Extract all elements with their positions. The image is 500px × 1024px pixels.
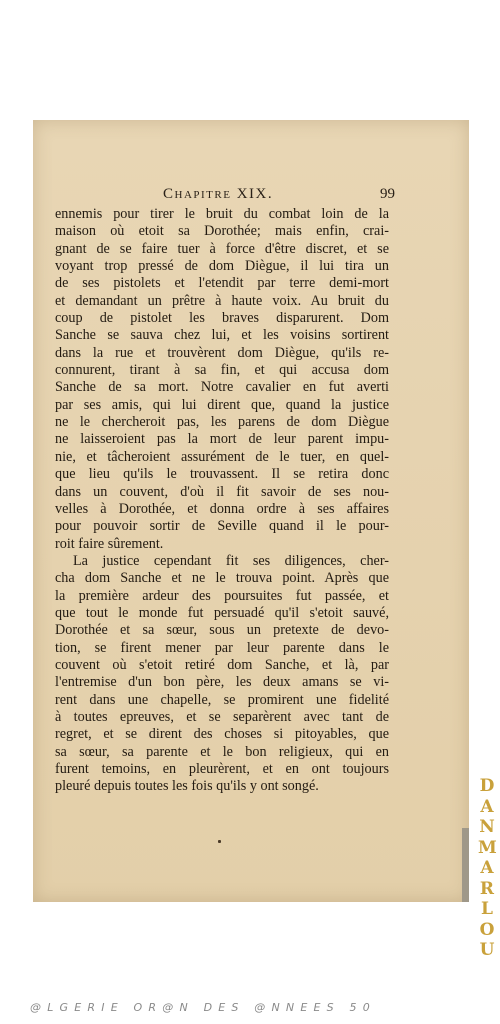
text-line: ne le chercheroit pas, les parens de dom Diègue	[55, 414, 389, 431]
text-line: couvent où s'etoit retiré dom Sanche, et là, par	[55, 656, 389, 673]
text-line: que lieu qu'ils le trouvassent. Il se retira donc	[55, 466, 389, 483]
text-line: que tout le monde fut persuadé qu'il s'etoit sauvé,	[55, 604, 389, 621]
text-line: ne laisseroient pas la mort de leur parent impu-	[55, 431, 389, 448]
text-line: connurent, tirant à sa fin, et qui accusa dom	[55, 362, 389, 379]
text-line: dans un couvent, d'où il fit savoir de ses nou-	[55, 483, 389, 500]
page-number: 99	[380, 186, 395, 202]
text-line-paragraph-start: La justice cependant fit ses diligences, cher-	[73, 552, 389, 569]
vertical-watermark: DANMARLOU	[478, 776, 497, 960]
text-line: de ses pistolets et l'etendit par terre demi-mort	[55, 275, 389, 292]
running-header	[125, 186, 395, 206]
text-line: sa sœur, sa parente et le bon religieux, qui en	[55, 743, 389, 760]
text-line: Sanche se sauva chez lui, et les voisins sortirent	[55, 327, 389, 344]
text-line: voyant trop pressé de dom Diègue, il lui tira un	[55, 258, 389, 275]
text-line: cha dom Sanche et ne le trouva point. Après que	[55, 570, 389, 587]
text-line: à toutes epreuves, et se separèrent avec tant de	[55, 708, 389, 725]
body-text	[55, 206, 389, 796]
text-line: rent dans une chapelle, se promirent une fidelité	[55, 691, 389, 708]
footer-watermark: @LGERIE OR@N DES @NNEES 50	[30, 1001, 376, 1014]
text-line-paragraph-end: pleuré depuis toutes les fois qu'ils y ont songé.	[55, 778, 319, 795]
text-line: regret, et se dirent des choses si pitoyables, que	[55, 726, 389, 743]
text-line: la première ardeur des poursuites fut passée, et	[55, 587, 389, 604]
text-line: par ses amis, qui lui dirent que, quand la justice	[55, 396, 389, 413]
text-line: ennemis pour tirer le bruit du combat loin de la	[55, 206, 389, 222]
text-line: dans la rue et trouvèrent dom Diègue, qu'ils re-	[55, 344, 389, 361]
text-line-paragraph-end: roit faire sûrement.	[55, 535, 164, 552]
text-line: gnant de se faire tuer à force d'être discret, et se	[55, 240, 389, 257]
text-line: Dorothée et sa sœur, sous un pretexte de devo-	[55, 622, 389, 639]
text-line: coup de pistolet les braves disparurent. Dom	[55, 310, 389, 327]
text-line: nie, et tâcheroient assurément de le tuer, en quel-	[55, 448, 389, 465]
chapter-heading: Chapitre XIX.	[163, 186, 274, 202]
ink-speck	[218, 840, 221, 843]
text-line: furent temoins, en pleurèrent, et en ont toujours	[55, 761, 389, 777]
text-line: Sanche de sa mort. Notre cavalier en fut averti	[55, 379, 389, 396]
text-line: et demandant un prêtre à haute voix. Au bruit du	[55, 292, 389, 309]
text-line: l'entremise d'un bon père, les deux amans se vi-	[55, 674, 389, 691]
text-line: pour pouvoir sortir de Seville quand il le pour-	[55, 518, 389, 535]
text-line: velles à Dorothée, et donna ordre à ses affaires	[55, 500, 389, 517]
text-line: tion, se firent mener par leur parente dans le	[55, 639, 389, 656]
page-edge-shadow	[462, 828, 469, 902]
text-line: maison où etoit sa Dorothée; mais enfin, crai-	[55, 223, 389, 240]
